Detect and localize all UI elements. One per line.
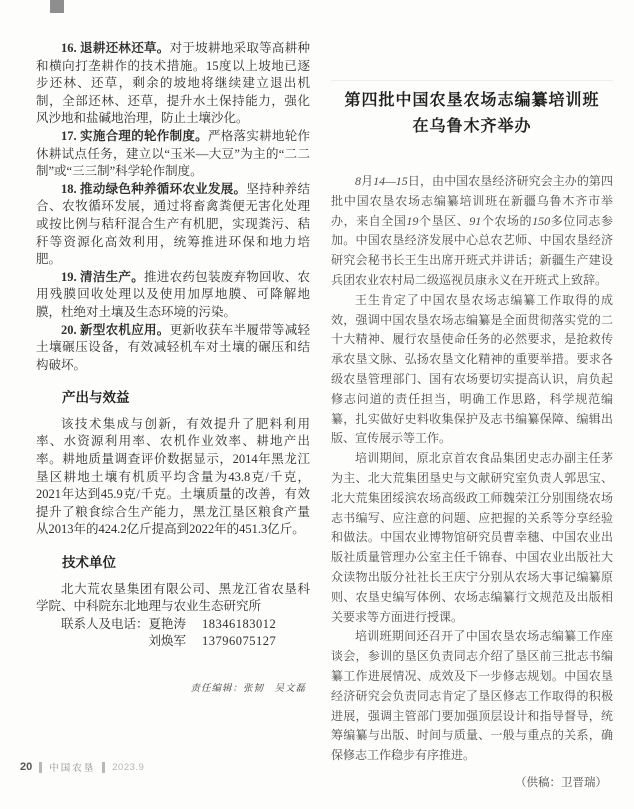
page-footer — [20, 760, 144, 774]
contact-name: 夏艳涛 — [148, 616, 187, 631]
numbered-paragraph-17 — [36, 128, 310, 181]
contact-line-1 — [36, 616, 310, 634]
section-body-output-benefits: 该技术集成与创新，有效提升了肥料利用率、水资源利用率、农机作业效率、耕地产出率。耕地质量调查评价数据显示，2014年黑龙江垦区耕地土壤有机质平均含量为43.8克/千克，2021年达到45.9克/千克。土壤质量的改善，有效提升了粮食综合生产能力，黑龙江垦区粮食产量从2013年的424.2亿斤提高到2022年的451.3亿斤。 — [36, 416, 310, 537]
contact-name: 刘焕军 — [148, 634, 187, 649]
numbered-paragraph-16 — [36, 40, 310, 128]
item-lead: 19. 清洁生产。 — [61, 269, 144, 284]
page-number: 20 — [20, 761, 33, 773]
contact-line-2 — [36, 633, 310, 651]
issue-label: 2023.9 — [112, 761, 145, 773]
article-title — [331, 88, 613, 140]
section-heading-output-benefits: 产出与效益 — [62, 390, 130, 406]
item-lead: 20. 新型农机应用。 — [61, 322, 170, 337]
item-lead: 18. 推动绿色种养循环农业发展。 — [61, 181, 247, 196]
item-lead: 17. 实施合理的轮作制度。 — [61, 128, 208, 143]
article-paragraph: 王生肯定了中国农垦农场志编纂工作取得的成效，强调中国农垦农场志编纂是全面贯彻落实党的二十大精神、履行农垦使命任务的必然要求，是抢救传承农垦文脉、弘扬农垦文化精神的重要举措。要求各级农垦管理部门、国有农场要切实提高认识，肩负起修志问道的责任担当，明确工作思路，科学规范编纂，扎实做好史料收集保护及志书编纂保障、编辑出版、宣传展示等工作。 — [331, 292, 613, 446]
corner-marker — [50, 0, 64, 13]
article-paragraph: 培训期间，原北京首农食品集团史志办副主任茅为主、北大荒集团垦史与文献研究室负责人郭思宝、北大荒集团绥滨农场高级政工师魏荣江分别围绕农场志书编写、应注意的问题、应把握的关系等分享经验和做法。中国农业博物馆研究员曹幸穗、中国农业出版社质量管理办公室主任千锦春、中国农业出版社大众读物出版分社社长王庆宁分别从农场大事记编纂原则、农垦史编写体例、农场志编纂行文规范及出版相关要求等方面进行授课。 — [331, 451, 613, 624]
section-body-tech-units: 北大荒农垦集团有限公司、黑龙江省农垦科学院、中科院东北地理与农业生态研究所 — [36, 581, 310, 614]
item-text: 严格落实耕地轮作休耕试点任务，建立以“玉米—大豆”为主的“二二制”或“三三制”科学轮作制度。 — [36, 128, 310, 179]
article-body — [331, 172, 613, 766]
item-text: 坚持种养结合、农牧循环发展，通过将畜禽粪便无害化处理或按比例与秸秆混合生产有机肥，实现粪污、秸秆等资源化高效利用，统筹推进环保和地力培肥。 — [36, 181, 310, 267]
numbered-paragraph-20 — [36, 322, 310, 375]
magazine-name: 中国农垦 — [49, 763, 96, 774]
contact-label: 联系人及电话： — [61, 616, 149, 631]
item-text: 对于坡耕地采取等高耕种和横向打垄耕作的技术措施。15度以上坡地已逐步还林、还草，剩余的坡地将继续建立退出机制，全部还林、还草，提升水土保持能力，强化风沙地和盐碱地治理，防止土壤沙化。 — [36, 41, 310, 126]
section-heading-tech-units: 技术单位 — [62, 555, 116, 571]
numbered-paragraph-19 — [36, 269, 310, 322]
article-paragraph: 8月14—15日，由中国农垦经济研究会主办的第四批中国农垦农场志编纂培训班在新疆乌鲁木齐市举办，来自全国19个垦区、91个农场的150多位同志参加。中国农垦经济发展中心总农艺师、中国农垦经济研究会秘书长王生出席开班式并讲话；新疆生产建设兵团农业农村局二级巡视员康永义在开班式上致辞。 — [331, 174, 613, 287]
footer-divider — [39, 762, 42, 773]
contributor-byline: （供稿：卫晋瑞） — [515, 776, 607, 789]
responsible-editor-note: 责任编辑：张韧 吴文磊 — [190, 684, 306, 694]
article-title-line2: 在乌鲁木齐举办 — [412, 118, 532, 135]
item-text: 推进农药包装废弃物回收、农用残膜回收处理以及使用加厚地膜、可降解地膜，杜绝对土壤及生态环境的污染。 — [36, 269, 310, 319]
article-title-line1: 第四批中国农垦农场志编纂培训班 — [344, 92, 600, 109]
article-paragraph: 培训班期间还召开了中国农垦农场志编纂工作座谈会，参训的垦区负责同志介绍了垦区前三批志书编纂工作进展情况、成效及下一步修志规划。中国农垦经济研究会负责同志肯定了垦区修志工作取得的积极进展，强调主管部门要加强顶层设计和指导督导，统筹编纂与出版、时间与质量、一般与重点的关系，确保修志工作稳步有序推进。 — [331, 629, 613, 763]
contact-phone: 13796075127 — [202, 634, 277, 649]
footer-divider — [102, 762, 105, 773]
item-lead: 16. 退耕还林还草。 — [61, 41, 170, 55]
contact-phone: 18346183012 — [202, 616, 277, 631]
left-column — [36, 40, 310, 699]
item-text: 更新收获车半履带等减轻土壤碾压设备，有效减轻机车对土壤的碾压和结构破坏。 — [36, 322, 310, 372]
right-column — [331, 58, 613, 790]
numbered-paragraph-18 — [36, 181, 310, 269]
